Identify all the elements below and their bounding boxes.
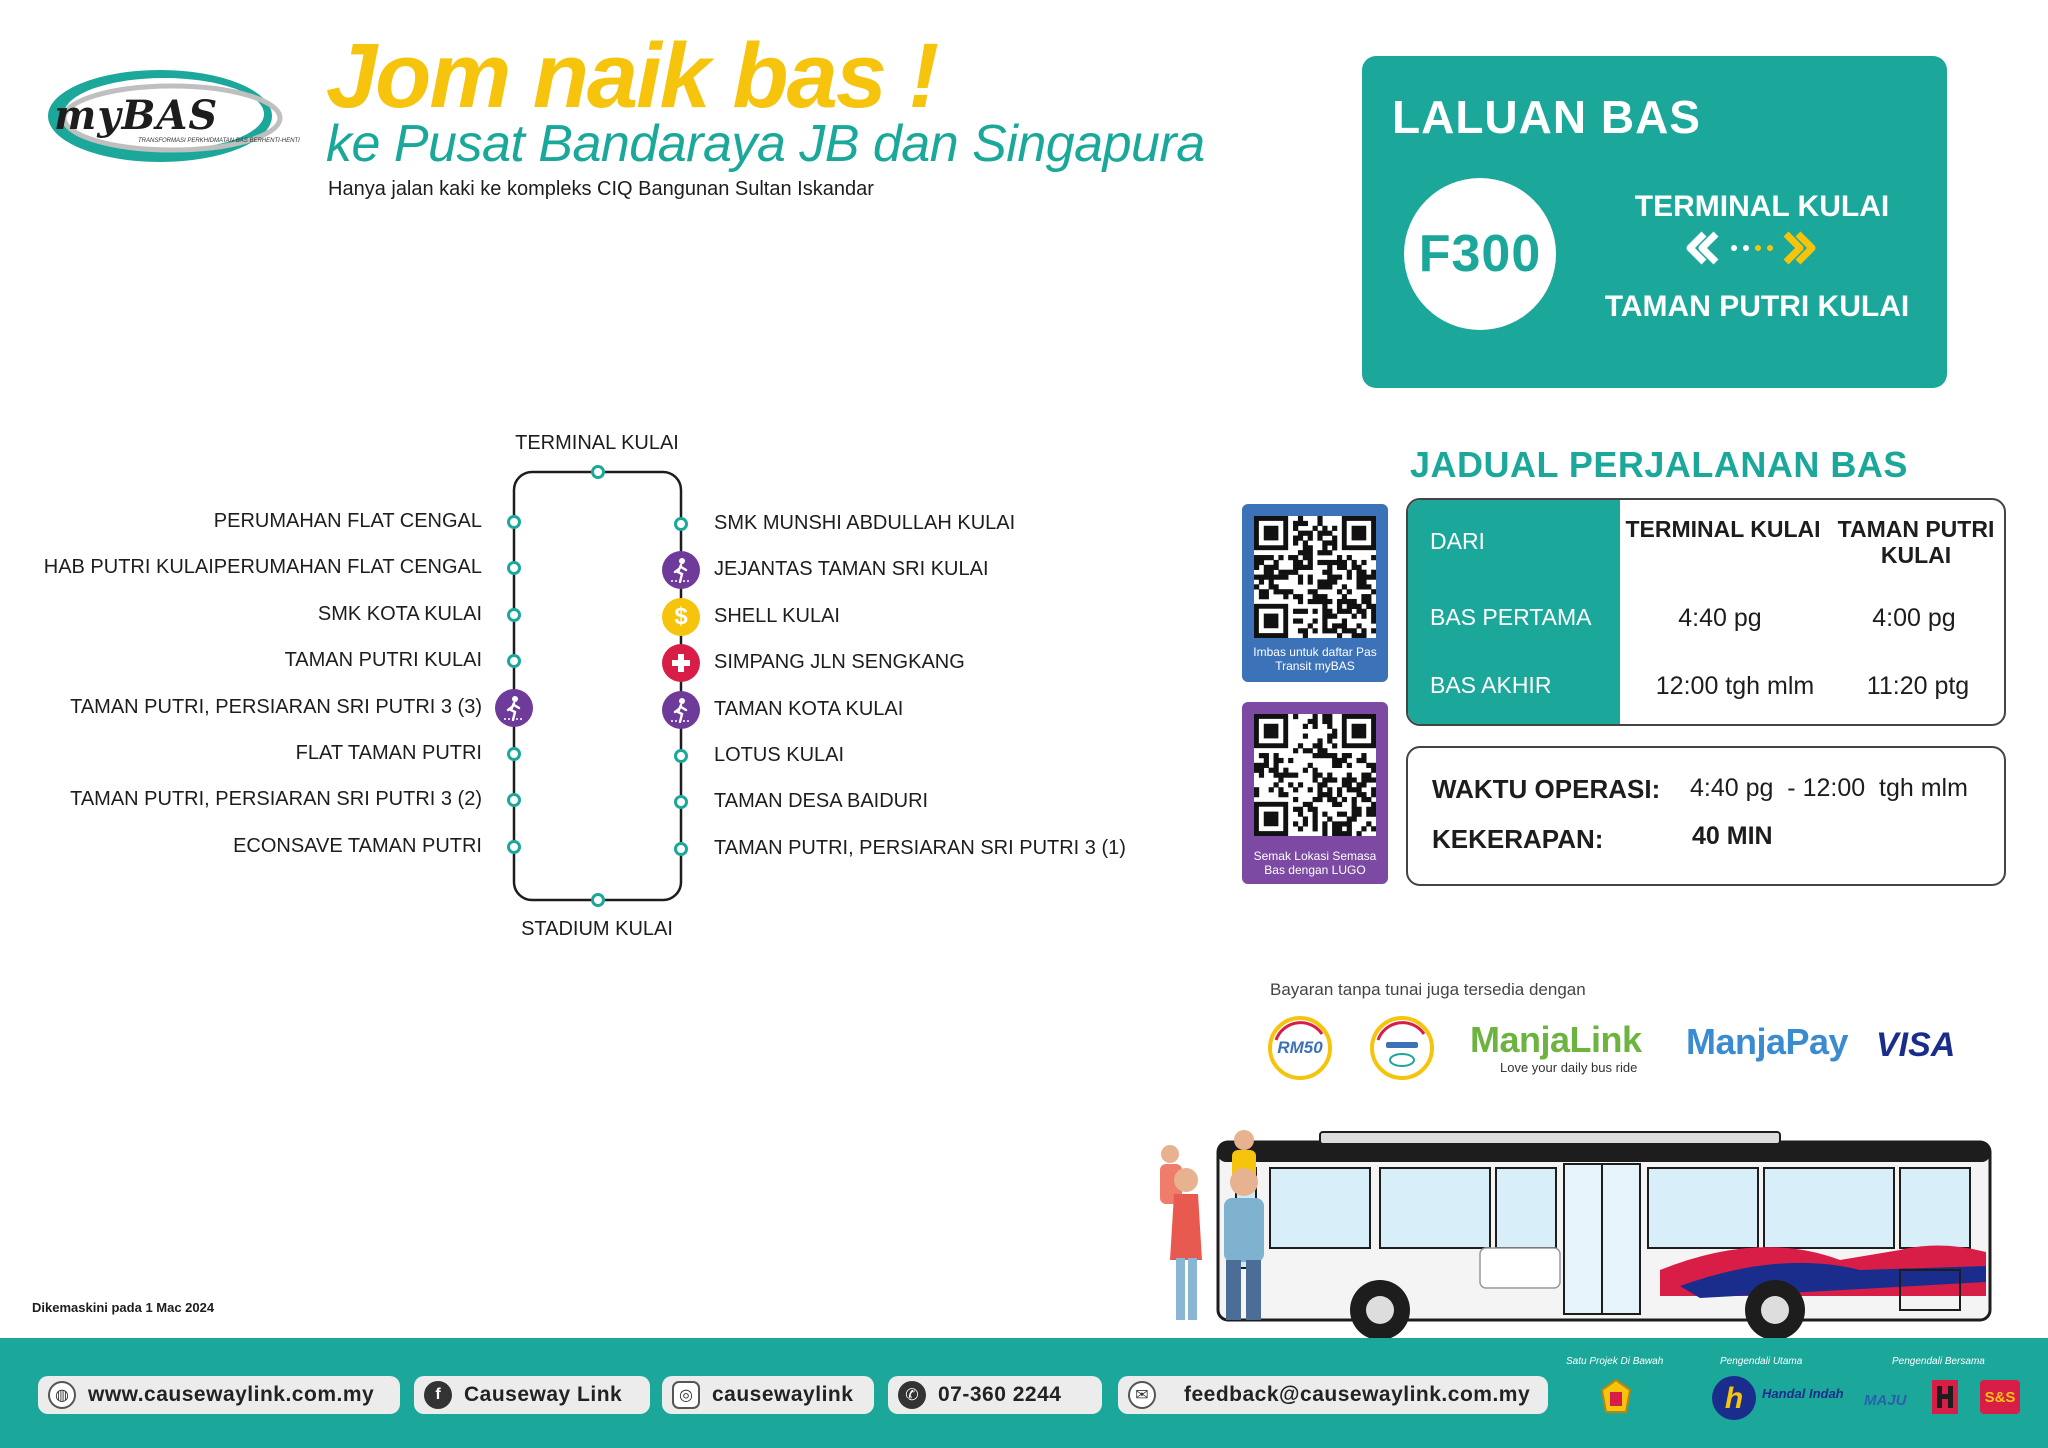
walk-note: Hanya jalan kaki ke kompleks CIQ Bangunan Sultan Iskandar bbox=[328, 178, 874, 200]
facebook-icon: f bbox=[424, 1381, 452, 1409]
facebook-link[interactable] bbox=[414, 1376, 650, 1414]
stop-jejantas-taman-sri-kulai: JEJANTAS TAMAN SRI KULAI bbox=[714, 558, 989, 581]
qr-card-lugo[interactable] bbox=[1242, 702, 1388, 884]
stop-dot bbox=[507, 654, 521, 668]
route-number-badge bbox=[1404, 178, 1556, 330]
timetable-from-label: DARI bbox=[1430, 528, 1485, 554]
last-bus-terminal-kulai: 12:00 tgh mlm bbox=[1655, 672, 1815, 700]
stop-lotus-kulai: LOTUS KULAI bbox=[714, 744, 845, 766]
stop-dot bbox=[507, 561, 521, 575]
timetable-col-taman-putri-kulai: TAMAN PUTRI KULAI bbox=[1837, 516, 1995, 569]
sns-logo: S&S bbox=[1980, 1380, 2020, 1414]
email-text: feedback@causewaylink.com.my bbox=[1184, 1383, 1531, 1406]
stop-dot bbox=[591, 893, 605, 907]
stop-flat-taman-putri: FLAT TAMAN PUTRI bbox=[295, 742, 482, 764]
stop-hab-putri-kulaiperumahan-flat-cengal: HAB PUTRI KULAIPERUMAHAN FLAT CENGAL bbox=[43, 556, 482, 579]
footer-caption-joint-operator: Pengendali Bersama bbox=[1892, 1356, 1985, 1367]
government-crest-icon bbox=[1594, 1376, 1638, 1420]
stop-dot bbox=[674, 749, 688, 763]
logo-tagline: TRANSFORMASI PERKHIDMATAN BAS BERHENTI-HENTI bbox=[138, 138, 300, 144]
instagram-link[interactable] bbox=[662, 1376, 874, 1414]
qr-caption-lugo: Semak Lokasi Semasa Bas dengan LUGO bbox=[1253, 849, 1377, 877]
phone-link[interactable] bbox=[888, 1376, 1102, 1414]
email-link[interactable] bbox=[1118, 1376, 1548, 1414]
route-to: TAMAN PUTRI KULAI bbox=[1604, 290, 1910, 323]
stop-smk-kota-kulai: SMK KOTA KULAI bbox=[317, 602, 482, 625]
frequency-label: KEKERAPAN: bbox=[1432, 824, 1604, 854]
stop-perumahan-flat-cengal: PERUMAHAN FLAT CENGAL bbox=[213, 510, 482, 532]
operation-hours-value: 4:40 pg - 12:00 tgh mlm bbox=[1690, 774, 1968, 802]
phone-icon: ✆ bbox=[898, 1381, 926, 1409]
footer-caption-project: Satu Projek Di Bawah bbox=[1566, 1356, 1664, 1367]
stop-dot bbox=[507, 747, 521, 761]
route-map bbox=[43, 420, 1126, 960]
timetable-title: JADUAL PERJALANAN BAS bbox=[1410, 444, 1908, 485]
first-bus-taman-putri-kulai: 4:00 pg bbox=[1872, 604, 1956, 632]
instagram-icon: ◎ bbox=[672, 1381, 700, 1409]
facebook-text: Causeway Link bbox=[464, 1383, 623, 1406]
qr-code[interactable] bbox=[1254, 714, 1376, 836]
qr-caption-pass: Imbas untuk daftar Pas Transit myBAS bbox=[1253, 645, 1377, 673]
stop-taman-putri-kulai: TAMAN PUTRI KULAI bbox=[284, 649, 482, 672]
footer bbox=[0, 1338, 2048, 1448]
logo-wordmark: myBAS bbox=[54, 92, 219, 139]
route-from: TERMINAL KULAI bbox=[1634, 190, 1890, 223]
fuel-icon: $ bbox=[662, 598, 700, 636]
timetable-first-bus-label: BAS PERTAMA bbox=[1430, 604, 1592, 630]
stop-simpang-jln-sengkang: SIMPANG JLN SENGKANG bbox=[714, 651, 965, 674]
operation-info bbox=[1406, 746, 2006, 886]
timetable-col-terminal-kulai: TERMINAL KULAI bbox=[1625, 516, 1821, 542]
handal-indah-logo bbox=[1710, 1372, 1758, 1424]
rm50-pass-logo bbox=[1266, 1014, 1334, 1082]
manjalink-tagline: Love your daily bus ride bbox=[1500, 1060, 1638, 1075]
handal-indah-text: Handal Indah bbox=[1762, 1386, 1844, 1401]
last-bus-taman-putri-kulai: 11:20 ptg bbox=[1866, 672, 1970, 700]
route-number: F300 bbox=[1418, 225, 1542, 283]
manjalink-wordmark: ManjaLink bbox=[1470, 1019, 1642, 1060]
rm50-text: RM50 bbox=[1277, 1038, 1323, 1057]
visa-logo: VISA bbox=[1876, 1026, 1956, 1064]
pedestrian-icon bbox=[662, 551, 700, 589]
phone-text: 07-360 2244 bbox=[938, 1383, 1062, 1406]
stop-dot bbox=[591, 465, 605, 479]
route-end-bottom: STADIUM KULAI bbox=[521, 918, 673, 940]
website-text: www.causewaylink.com.my bbox=[88, 1383, 375, 1406]
headline: Jom naik bas ! bbox=[326, 25, 938, 127]
transit-link-logo bbox=[1932, 1380, 1958, 1414]
maju-logo: MAJU bbox=[1864, 1392, 1907, 1409]
mail-icon: ✉ bbox=[1128, 1381, 1156, 1409]
subheadline: ke Pusat Bandaraya JB dan Singapura bbox=[326, 115, 1205, 173]
frequency-value: 40 MIN bbox=[1692, 822, 1773, 850]
route-end-top: TERMINAL KULAI bbox=[515, 432, 679, 454]
route-box bbox=[1362, 56, 1947, 388]
instagram-text: causewaylink bbox=[712, 1383, 854, 1406]
mybas-konsesi-pass-logo bbox=[1368, 1014, 1436, 1082]
stop-dot bbox=[507, 840, 521, 854]
timetable bbox=[1406, 498, 2006, 726]
qr-card-pass-transit[interactable] bbox=[1242, 504, 1388, 682]
stop-dot bbox=[674, 517, 688, 531]
stop-taman-putri-persiaran-sri-putri-3-2: TAMAN PUTRI, PERSIARAN SRI PUTRI 3 (2) bbox=[70, 788, 482, 811]
globe-icon: ◍ bbox=[48, 1381, 76, 1409]
stop-dot bbox=[507, 515, 521, 529]
stop-dot bbox=[674, 842, 688, 856]
footer-caption-main-operator: Pengendali Utama bbox=[1720, 1356, 1803, 1367]
stop-shell-kulai: SHELL KULAI bbox=[714, 604, 840, 627]
stop-taman-putri-persiaran-sri-putri-3-3: TAMAN PUTRI, PERSIARAN SRI PUTRI 3 (3) bbox=[70, 695, 482, 718]
stop-dot bbox=[507, 608, 521, 622]
bus-illustration bbox=[1140, 1120, 2000, 1340]
route-box-title: LALUAN BAS bbox=[1392, 91, 1701, 143]
updated-date: Dikemaskini pada 1 Mac 2024 bbox=[32, 1300, 215, 1315]
stop-taman-putri-persiaran-sri-putri-3-1: TAMAN PUTRI, PERSIARAN SRI PUTRI 3 (1) bbox=[714, 836, 1126, 859]
stop-taman-desa-baiduri: TAMAN DESA BAIDURI bbox=[714, 790, 929, 813]
stop-econsave-taman-putri: ECONSAVE TAMAN PUTRI bbox=[233, 834, 482, 857]
payment-note: Bayaran tanpa tunai juga tersedia dengan bbox=[1270, 980, 1586, 999]
pedestrian-icon bbox=[495, 689, 533, 727]
timetable-last-bus-label: BAS AKHIR bbox=[1430, 672, 1552, 698]
stop-dot bbox=[507, 793, 521, 807]
pedestrian-icon bbox=[662, 691, 700, 729]
hospital-icon bbox=[662, 644, 700, 682]
operation-hours-label: WAKTU OPERASI: bbox=[1432, 774, 1661, 804]
qr-code[interactable] bbox=[1254, 516, 1376, 638]
mybas-logo bbox=[42, 58, 302, 168]
website-link[interactable] bbox=[38, 1376, 400, 1414]
bidirectional-arrow-icon bbox=[1682, 228, 1842, 268]
manjalink-logo bbox=[1470, 1019, 1642, 1075]
stop-smk-munshi-abdullah-kulai: SMK MUNSHI ABDULLAH KULAI bbox=[714, 512, 1016, 534]
svg-text:h: h bbox=[1724, 1382, 1744, 1415]
first-bus-terminal-kulai: 4:40 pg bbox=[1678, 604, 1762, 632]
manjapay-logo: ManjaPay bbox=[1686, 1021, 1849, 1062]
stop-dot bbox=[674, 795, 688, 809]
stop-taman-kota-kulai: TAMAN KOTA KULAI bbox=[714, 697, 904, 720]
